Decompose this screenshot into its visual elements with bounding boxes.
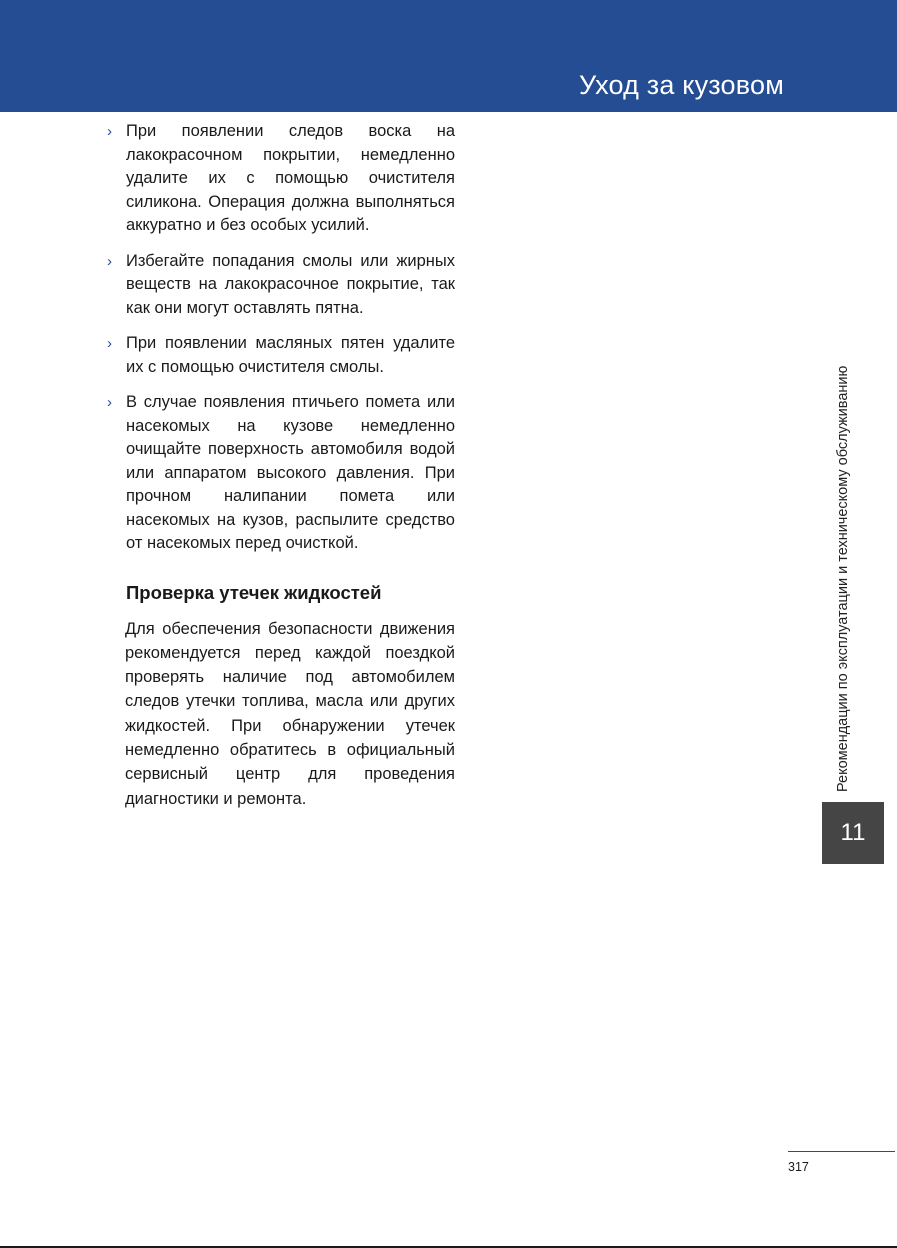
page-number: 317 — [788, 1160, 809, 1174]
main-content — [107, 120, 455, 811]
chevron-right-icon: › — [107, 335, 112, 352]
bullet-item — [107, 250, 455, 321]
chevron-right-icon: › — [107, 252, 112, 270]
section-heading: Проверка утечек жидкостей — [126, 581, 382, 603]
footer-divider — [788, 1151, 895, 1152]
chapter-side-title: Рекомендации по эксплуатации и техническому обслуживанию — [835, 365, 851, 792]
chevron-right-icon: › — [107, 394, 112, 411]
section-body: Для обеспечения безопасности движения рекомендуется перед каждой поездкой проверять наличие под автомобилем следов утечки топлива, масла или других жидкостей. При обнаружении утечек немедленно обратитесь в официальный сервисный центр для проведения диагностики и ремонта. — [125, 619, 455, 808]
bullet-item — [107, 391, 455, 556]
bullet-text: Избегайте попадания смолы или жирных веществ на лакокрасочное покрытие, так как они могут оставлять пятна. — [126, 251, 455, 317]
page-title: Уход за кузовом — [578, 70, 784, 100]
bullet-text: При появлении масляных пятен удалите их с помощью очистителя смолы. — [126, 334, 455, 376]
bullet-text: При появлении следов воска на лакокрасочном покрытии, немедленно удалите их с помощью очистителя силикона. Операция должна выполняться аккуратно и без особых усилий. — [126, 122, 455, 234]
bullet-item — [107, 332, 455, 379]
chevron-right-icon: › — [107, 123, 112, 140]
bullet-item — [107, 120, 455, 238]
bullet-text: В случае появления птичьего помета или насекомых на кузове немедленно очищайте поверхность автомобиля водой или аппаратом высокого давления. При прочном налипании помета или насекомых на кузов, распылите средство от насекомых перед очисткой. — [126, 393, 455, 552]
chapter-number-tab: 11 — [822, 802, 884, 864]
header-band — [0, 0, 897, 112]
